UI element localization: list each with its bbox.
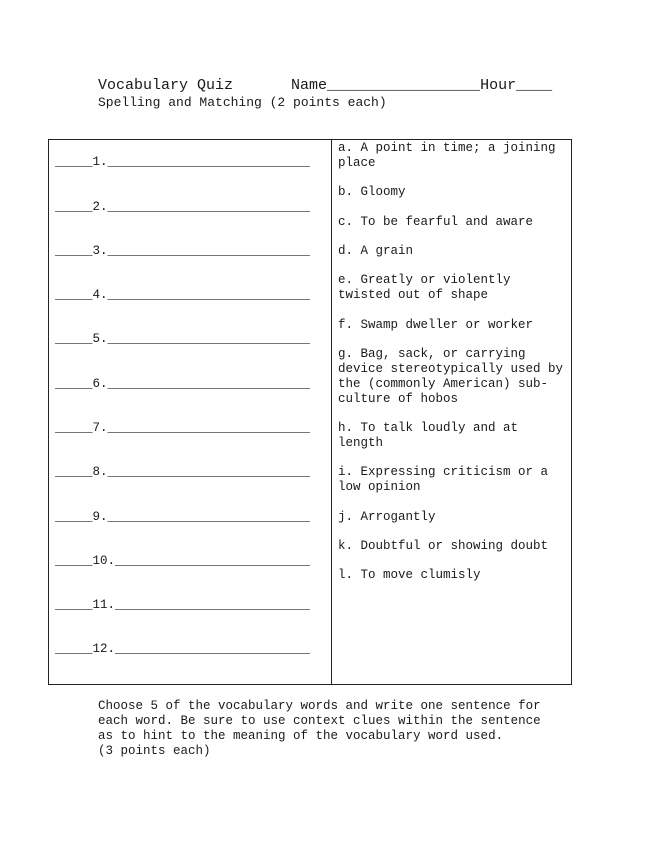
definition-a: a. A point in time; a joining place [338,141,556,170]
answer-line-8: _____8.___________________________ [55,465,311,479]
definition-e: e. Greatly or violently twisted out of shape [338,273,511,302]
quiz-title: Vocabulary Quiz [98,77,234,94]
definition-l: l. To move clumisly [338,568,481,582]
sentence-instructions [98,699,578,759]
definition-d: d. A grain [338,244,414,258]
answer-line-9: _____9.___________________________ [55,510,311,524]
instructions-line-2: each word. Be sure to use context clues within the sentence [98,714,541,728]
instructions-line-3: as to hint to the meaning of the vocabulary word used. [98,729,504,743]
answer-line-10: _____10.__________________________ [55,554,311,568]
definition-k: k. Doubtful or showing doubt [338,539,549,553]
answer-line-12: _____12.__________________________ [55,642,311,656]
answer-line-2: _____2.___________________________ [55,200,311,214]
definition-c: c. To be fearful and aware [338,215,534,229]
header-line [98,77,552,94]
hour-field: Hour____ [480,77,553,94]
answer-line-5: _____5.___________________________ [55,332,311,346]
definition-j: j. Arrogantly [338,510,436,524]
answer-line-6: _____6.___________________________ [55,377,311,391]
instructions-line-1: Choose 5 of the vocabulary words and write one sentence for [98,699,541,713]
answer-line-11: _____11.__________________________ [55,598,311,612]
answer-line-4: _____4.___________________________ [55,288,311,302]
answer-line-3: _____3.___________________________ [55,244,311,258]
definition-i: i. Expressing criticism or a low opinion [338,465,549,494]
column-divider [331,140,332,684]
definition-b: b. Gloomy [338,185,406,199]
name-field: Name_________________ [291,77,481,94]
quiz-subtitle: Spelling and Matching (2 points each) [98,95,387,110]
definition-f: f. Swamp dweller or worker [338,318,534,332]
matching-table [48,139,572,685]
instructions-line-4: (3 points each) [98,744,211,758]
answer-line-1: _____1.___________________________ [55,155,311,169]
answer-line-7: _____7.___________________________ [55,421,311,435]
definition-g: g. Bag, sack, or carrying device stereotypically used by the (commonly American) sub-culture of hobos [338,347,564,406]
definition-h: h. To talk loudly and at length [338,421,519,450]
